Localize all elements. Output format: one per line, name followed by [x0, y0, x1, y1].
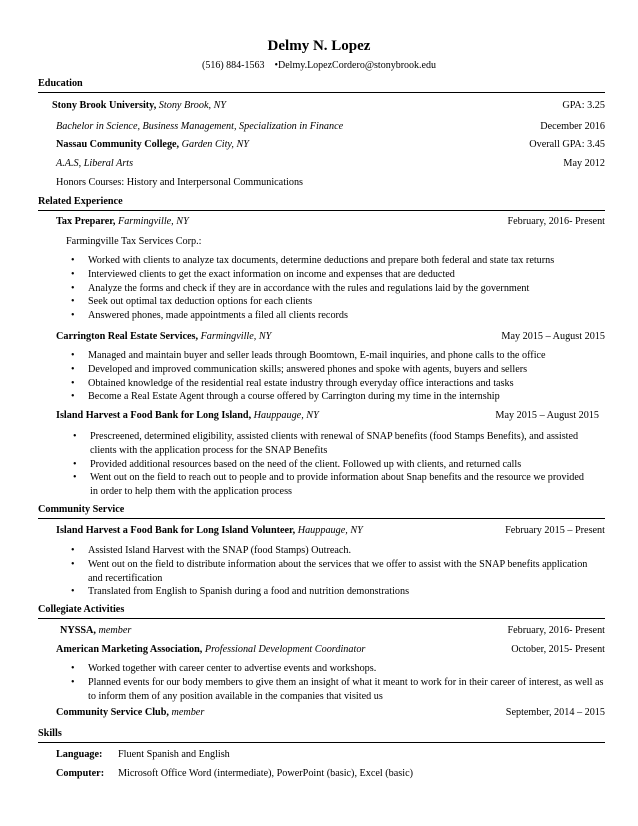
- edu-row-nassau: [56, 138, 605, 152]
- email-address: •Delmy.LopezCordero@stonybrook.edu: [274, 60, 436, 71]
- job-role: Island Harvest a Food Bank for Long Island,: [56, 410, 252, 421]
- list-item: • Become a Real Estate Agent through a course offered by Carrington during my time in the internship: [66, 390, 586, 404]
- edu-gpa: Overall GPA: 3.45: [529, 139, 605, 150]
- list-item: • Managed and maintain buyer and seller leads through Boomtown, E-mail inquiries, and phone calls to the office: [66, 349, 586, 363]
- community-location: Hauppauge, NY: [297, 525, 363, 536]
- edu-row-aas: [56, 157, 605, 171]
- edu-degree: Bachelor in Science, Business Management, Specialization in Finance: [56, 121, 344, 132]
- activity-date: February, 2016- Present: [507, 625, 605, 636]
- activity-row-community-club: [56, 706, 605, 720]
- skill-computer: [56, 767, 413, 781]
- community-date: February 2015 – Present: [505, 525, 605, 536]
- activity-org: American Marketing Association,: [56, 644, 203, 655]
- community-bullets: [66, 544, 591, 599]
- job-bullets-island-harvest: [68, 430, 588, 499]
- list-item: • Planned events for our body members to give them an insight of what it meant to work for in their career of interest, as well as to inform them of any position available in the companies that visited us: [66, 676, 606, 704]
- job-company: Farmingville Tax Services Corp.:: [66, 236, 202, 247]
- list-item: • Developed and improved communication skills; answered phones and spoke with agents, buyers and sellers: [66, 363, 586, 377]
- edu-degree: A.A.S, Liberal Arts: [56, 158, 134, 169]
- edu-gpa: GPA: 3.25: [562, 100, 605, 111]
- list-item: • Prescreened, determined eligibility, assisted clients with renewal of SNAP benefits (food Stamps Benefits), and assisted clients with the application process for the SNAP Benefits: [68, 430, 588, 458]
- community-role: Island Harvest a Food Bank for Long Island Volunteer,: [56, 525, 296, 536]
- edu-location: Stony Brook, NY: [158, 100, 227, 111]
- job-date: February, 2016- Present: [507, 216, 605, 227]
- activity-date: October, 2015- Present: [511, 644, 605, 655]
- activity-date: September, 2014 – 2015: [505, 707, 605, 718]
- community-row: [56, 524, 605, 538]
- job-bullets-carrington: [66, 349, 586, 404]
- edu-org: Stony Brook University,: [52, 100, 157, 111]
- job-date: May 2015 – August 2015: [495, 410, 599, 421]
- skill-label: Language:: [56, 749, 103, 760]
- honors-courses: Honors Courses: History and Interpersonal Communications: [56, 177, 304, 188]
- resume-name: Delmy N. Lopez: [267, 38, 371, 54]
- edu-location: Garden City, NY: [181, 139, 249, 150]
- phone-number: (516) 884-1563: [202, 60, 265, 71]
- edu-org: Nassau Community College,: [56, 139, 180, 150]
- activity-org: NYSSA,: [60, 625, 96, 636]
- job-location: Farmingville, NY: [117, 216, 189, 227]
- edu-date: May 2012: [563, 158, 605, 169]
- edu-date: December 2016: [540, 121, 605, 132]
- job-location: Hauppauge, NY: [253, 410, 319, 421]
- skill-value: Fluent Spanish and English: [118, 749, 230, 760]
- section-education: Education: [38, 77, 605, 93]
- activity-role: Professional Development Coordinator: [204, 644, 366, 655]
- job-bullets-tax: [66, 254, 586, 323]
- job-row-tax-preparer: [56, 215, 605, 229]
- section-experience: Related Experience: [38, 195, 605, 211]
- skill-language: [56, 748, 230, 762]
- list-item: • Interviewed clients to get the exact information on income and expenses that are deducted: [66, 268, 586, 282]
- skill-value: Microsoft Office Word (intermediate), PowerPoint (basic), Excel (basic): [118, 768, 413, 779]
- list-item: • Analyze the forms and check if they are in accordance with the rules and regulations laid by the government: [66, 282, 586, 296]
- activity-role: member: [98, 625, 132, 636]
- list-item: • Answered phones, made appointments a filed all clients records: [66, 309, 586, 323]
- list-item: • Went out on the field to reach out to people and to provide information about Snap benefits and the resource we provided in order to help them with the application process: [68, 471, 588, 499]
- section-skills: Skills: [38, 727, 605, 743]
- activity-role: member: [171, 707, 205, 718]
- list-item: • Obtained knowledge of the residential real estate industry through everyday office interactions and tasks: [66, 377, 586, 391]
- job-row-island-harvest: [56, 409, 599, 423]
- activity-row-ama: [56, 643, 605, 657]
- edu-row-degree: [56, 120, 605, 134]
- list-item: • Seek out optimal tax deduction options for each clients: [66, 295, 586, 309]
- list-item: • Translated from English to Spanish during a food and nutrition demonstrations: [66, 585, 591, 599]
- job-location: Farmingville, NY: [200, 331, 272, 342]
- list-item: • Assisted Island Harvest with the SNAP (food Stamps) Outreach.: [66, 544, 591, 558]
- list-item: • Worked with clients to analyze tax documents, determine deductions and prepare both federal and state tax returns: [66, 254, 586, 268]
- section-community-service: Community Service: [38, 503, 605, 519]
- list-item: • Worked together with career center to advertise events and workshops.: [66, 662, 606, 676]
- list-item: • Went out on the field to distribute information about the services that we offer to assist with the SNAP benefits application and recertification: [66, 558, 591, 586]
- job-role: Carrington Real Estate Services,: [56, 331, 199, 342]
- job-row-carrington: [56, 330, 605, 344]
- job-date: May 2015 – August 2015: [501, 331, 605, 342]
- list-item: • Provided additional resources based on the need of the client. Followed up with clients, and returned calls: [68, 458, 588, 472]
- edu-row-stony-brook: [52, 99, 605, 113]
- activity-org: Community Service Club,: [56, 707, 169, 718]
- activity-bullets-ama: [66, 662, 606, 703]
- contact-line: [0, 59, 638, 73]
- job-role: Tax Preparer,: [56, 216, 116, 227]
- activity-row-nyssa: [60, 624, 605, 638]
- skill-label: Computer:: [56, 768, 105, 779]
- section-collegiate-activities: Collegiate Activities: [38, 603, 605, 619]
